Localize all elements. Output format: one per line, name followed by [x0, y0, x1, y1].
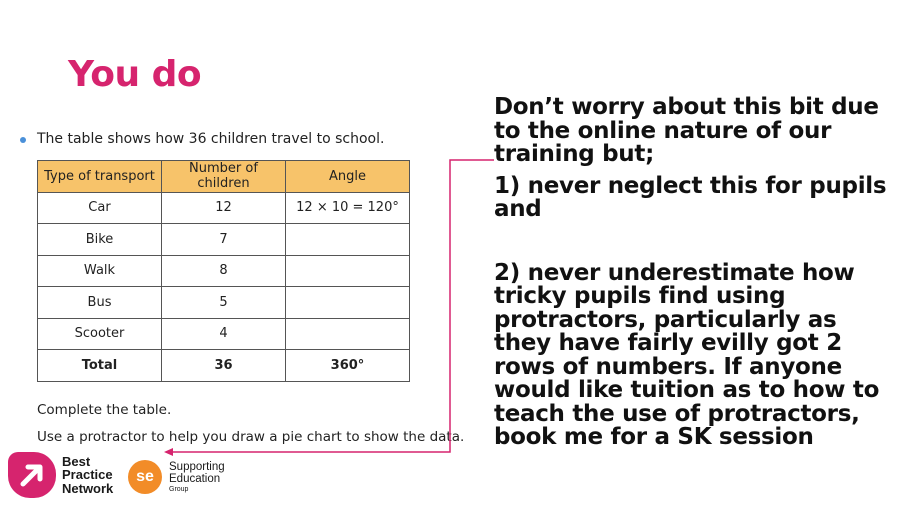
- cell-total-angle: 360°: [286, 350, 410, 382]
- table-row: [38, 287, 410, 319]
- cell-type: Bike: [38, 224, 162, 256]
- table-total-row: [38, 350, 410, 382]
- instruction-protractor: Use a protractor to help you draw a pie chart to show the data.: [37, 429, 465, 445]
- cell-number: 8: [162, 255, 286, 287]
- bullet-icon: [20, 137, 26, 143]
- instruction-complete: Complete the table.: [37, 402, 172, 418]
- intro-text: The table shows how 36 children travel to school.: [37, 131, 385, 147]
- bpn-logo-icon: [8, 452, 56, 498]
- bpn-line-1: Best: [62, 453, 91, 469]
- cell-number: 7: [162, 224, 286, 256]
- seg-line-1: Supporting: [169, 460, 225, 473]
- table-row: [38, 255, 410, 287]
- supporting-education-group-logo: [128, 460, 225, 494]
- cell-angle[interactable]: [286, 224, 410, 256]
- note-paragraph-2: 1) never neglect this for pupils and: [494, 172, 887, 222]
- header-type: Type of transport: [38, 161, 162, 193]
- cell-angle[interactable]: [286, 255, 410, 287]
- cell-type: Car: [38, 192, 162, 224]
- bpn-line-3: Network: [62, 480, 114, 496]
- header-angle: Angle: [286, 161, 410, 193]
- best-practice-network-logo: [8, 452, 113, 498]
- cell-type: Scooter: [38, 318, 162, 350]
- cell-total-label: Total: [38, 350, 162, 382]
- bpn-line-2: Practice: [62, 467, 113, 483]
- cell-number: 4: [162, 318, 286, 350]
- note-paragraph-3: 2) never underestimate how tricky pupils find using protractors, particularly as they have fairly evilly got 2 rows of numbers. If anyone would like tuition as to how to teach the use of protractors, book me for a SK session: [494, 259, 880, 450]
- seg-line-3: Group: [169, 485, 189, 493]
- cell-number: 5: [162, 287, 286, 319]
- cell-number: 12: [162, 192, 286, 224]
- note-paragraph-1: Don’t worry about this bit due to the online nature of our training but;: [494, 94, 879, 167]
- cell-total-number: 36: [162, 350, 286, 382]
- header-number: Number of children: [162, 161, 286, 193]
- table-row: [38, 224, 410, 256]
- slide-title: You do: [68, 54, 202, 95]
- cell-type: Bus: [38, 287, 162, 319]
- presenter-note: [494, 96, 894, 450]
- table-header-row: [38, 161, 410, 193]
- transport-table: [37, 160, 410, 382]
- cell-type: Walk: [38, 255, 162, 287]
- table-row: [38, 192, 410, 224]
- table-row: [38, 318, 410, 350]
- cell-angle[interactable]: [286, 318, 410, 350]
- intro-bullet: [20, 131, 384, 147]
- cell-angle[interactable]: [286, 287, 410, 319]
- cell-angle: 12 × 10 = 120°: [286, 192, 410, 224]
- seg-logo-icon: se: [128, 460, 162, 494]
- seg-line-2: Education: [169, 472, 221, 485]
